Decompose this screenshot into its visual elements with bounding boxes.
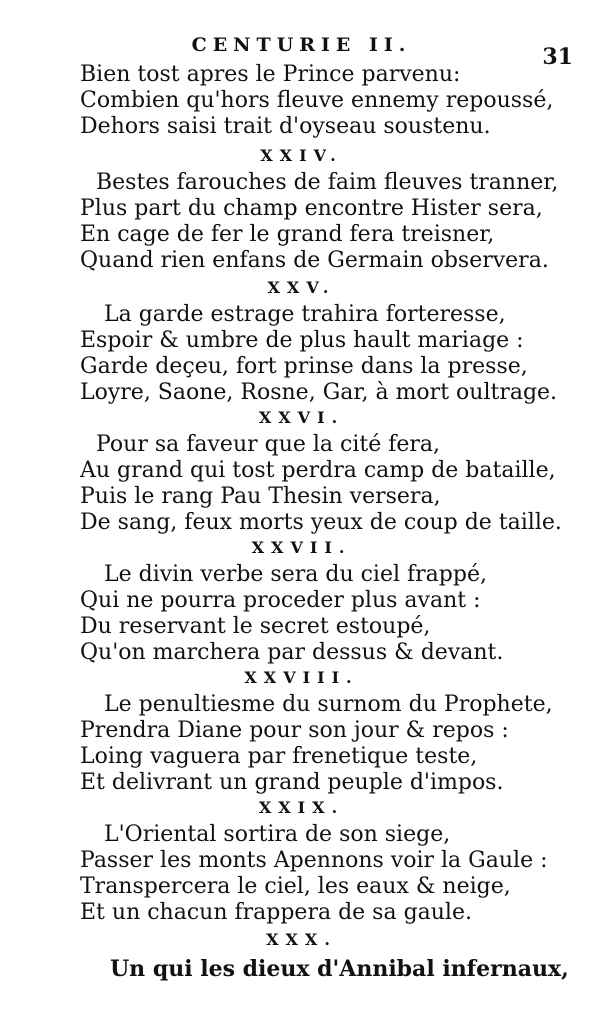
verse-line: Pour sa faveur que la cité fera, (96, 432, 441, 457)
verse-line: Plus part du champ encontre Hister sera, (80, 196, 543, 221)
verse-line: De sang, feux morts yeux de coup de taille. (80, 510, 562, 535)
quatrain-number: XXX. (266, 930, 337, 949)
verse-line: Combien qu'hors fleuve ennemy repoussé, (80, 88, 554, 113)
verse-line: Bestes farouches de faim fleuves tranner, (96, 170, 559, 195)
verse-line: Qui ne pourra proceder plus avant : (80, 588, 481, 613)
verse-line: Et delivrant un grand peuple d'impos. (80, 770, 504, 795)
verse-line: Espoir & umbre de plus hault mariage : (80, 328, 524, 353)
verse-line: Et un chacun frappera de sa gaule. (80, 900, 472, 925)
verse-line: Loing vaguera par frenetique teste, (80, 744, 478, 769)
verse-line: Du reservant le secret estoupé, (80, 614, 431, 639)
verse-line: Le divin verbe sera du ciel frappé, (104, 562, 487, 587)
verse-line: Au grand qui tost perdra camp de bataille, (80, 458, 556, 483)
quatrain-number: XXVII. (251, 538, 352, 557)
verse-line: Bien tost apres le Prince parvenu: (80, 62, 461, 87)
verse-line: La garde estrage trahira forteresse, (104, 302, 506, 327)
verse-line: Prendra Diane pour son jour & repos : (80, 718, 509, 743)
verse-line: Passer les monts Apennons voir la Gaule : (80, 848, 548, 873)
quatrain-number: XXVI. (258, 408, 345, 427)
verse-line: Qu'on marchera par dessus & devant. (80, 640, 504, 665)
quatrain-number: XXIX. (258, 798, 345, 817)
verse-line: Garde deçeu, fort prinse dans la presse, (80, 354, 528, 379)
quatrain-number: XXV. (267, 278, 336, 297)
verse-line: En cage de fer le grand fera treisner, (80, 222, 495, 247)
verse-line: L'Oriental sortira de son siege, (104, 822, 451, 847)
quatrain-number: XXVIII. (244, 668, 359, 687)
verse-line: Puis le rang Pau Thesin versera, (80, 484, 441, 509)
catchword-line: Un qui les dieux d'Annibal infernaux, (110, 956, 569, 982)
quatrain-number: XXIV. (260, 146, 343, 165)
page-number: 31 (542, 44, 573, 70)
verse-line: Le penultiesme du surnom du Prophete, (104, 692, 553, 717)
verse-line: Quand rien enfans de Germain observera. (80, 248, 549, 273)
verse-line: Loyre, Saone, Rosne, Gar, à mort oultrage. (80, 380, 558, 405)
verse-line: Transpercera le ciel, les eaux & neige, (80, 874, 511, 899)
running-head: CENTURIE II. (191, 34, 412, 56)
verse-line: Dehors saisi trait d'oyseau soustenu. (80, 114, 491, 139)
